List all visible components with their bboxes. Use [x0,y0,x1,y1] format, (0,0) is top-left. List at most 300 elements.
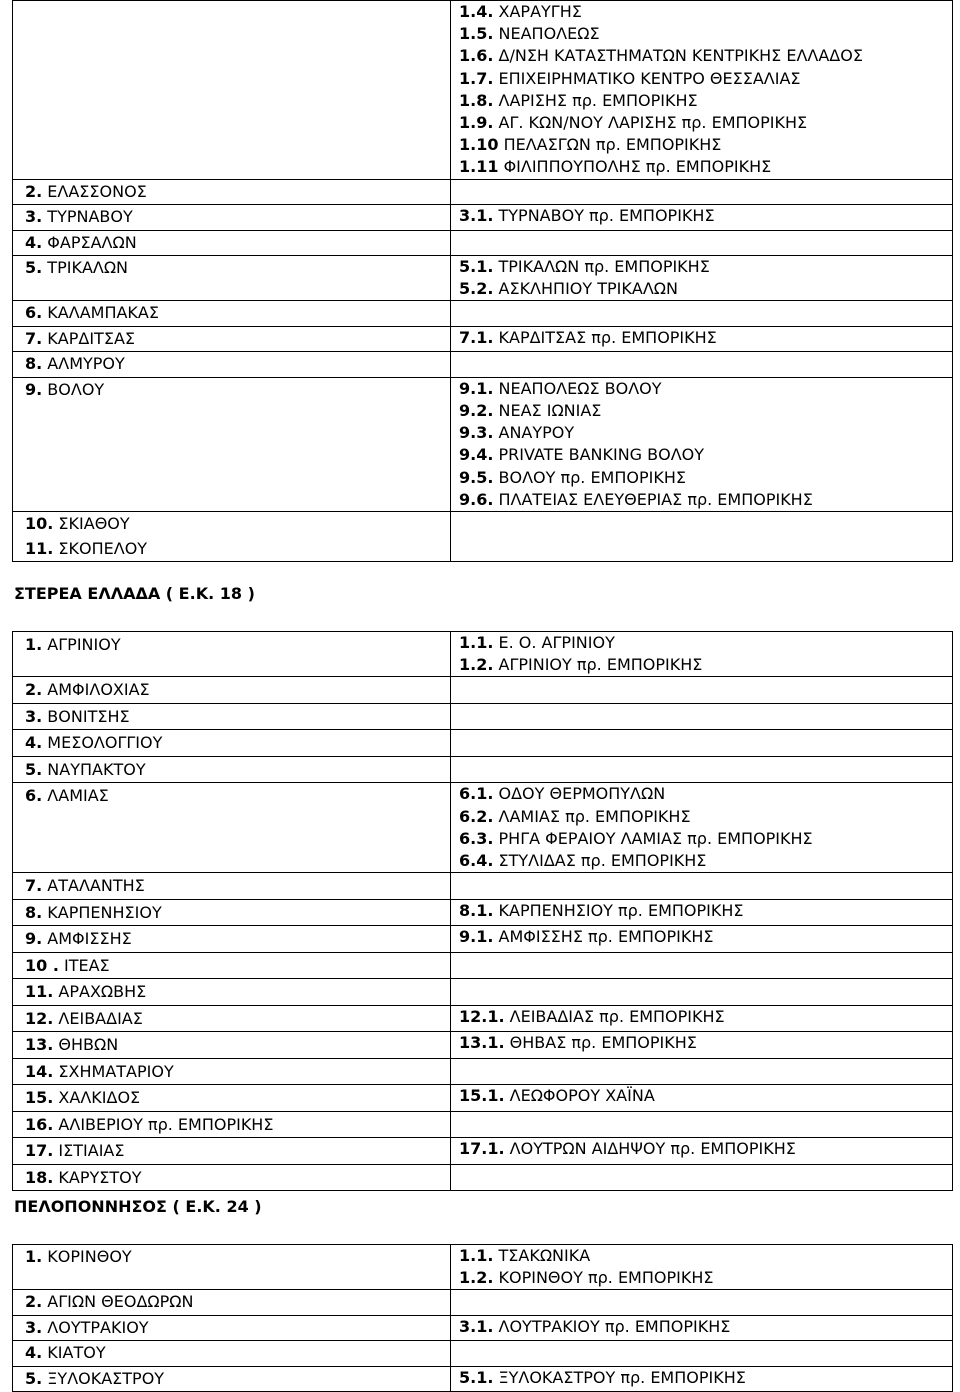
branch-number: 13.1. [459,1033,505,1053]
branch-name: ΚΑΡΥΣΤΟΥ [53,1167,142,1187]
branch-name: ΝΕΑΣ ΙΩΝΙΑΣ [493,401,602,421]
table-row [13,952,953,979]
branch-name: Ε. Ο. ΑΓΡΙΝΙΟΥ [493,633,615,652]
branch-entry [25,512,450,537]
branch-name: ΠΕΛΑΣΓΩΝ πρ. ΕΜΠΟΡΙΚΗΣ [498,135,722,155]
branch-name: ΑΣΚΛΗΠΙΟΥ ΤΡΙΚΑΛΩΝ [493,279,678,299]
branch-cell [451,377,953,511]
area-cell [13,1111,451,1138]
branch-number: 1.4. [459,2,494,21]
branch-name: ΤΡΙΚΑΛΩΝ πρ. ΕΜΠΟΡΙΚΗΣ [493,257,710,276]
branch-entry [459,783,952,805]
branch-cell [451,1058,953,1085]
branch-number: 12. [25,1008,54,1028]
branch-name: ΑΓΡΙΝΙΟΥ πρ. ΕΜΠΟΡΙΚΗΣ [493,655,703,675]
branch-entry [25,1245,450,1270]
branch-name: ΞΥΛΟΚΑΣΤΡΟΥ πρ. ΕΜΠΟΡΙΚΗΣ [493,1367,746,1387]
sterea-heading: ΣΤΕΡΕΑ ΕΛΛΑΔΑ ( Ε.Κ. 18 ) [14,584,255,603]
branch-cell [451,899,953,926]
branch-entry [25,632,450,658]
area-cell [13,1,451,180]
table-row [13,1111,953,1138]
branch-number: 18. [25,1167,54,1187]
branch-name: ΛΟΥΤΡΑΚΙΟΥ [42,1317,149,1337]
area-cell [13,730,451,757]
table-row [13,1164,953,1191]
branch-number: 1.1. [459,633,494,652]
branch-name: ΣΧΗΜΑΤΑΡΙΟΥ [53,1061,174,1081]
branch-name: ΠΛΑΤΕΙΑΣ ΕΛΕΥΘΕΡΙΑΣ πρ. ΕΜΠΟΡΙΚΗΣ [493,489,813,509]
branch-entry [459,112,952,134]
table-row [13,1315,953,1341]
table-row [13,899,953,926]
area-cell [13,632,451,677]
branch-cell [451,1085,953,1112]
branch-number: 9.5. [459,467,494,487]
branch-number: 3.1. [459,1316,494,1336]
branch-number: 1.8. [459,90,494,110]
branch-number: 5. [25,258,43,277]
branch-number: 17.1. [459,1139,505,1159]
branch-name: ΤΥΡΝΑΒΟΥ πρ. ΕΜΠΟΡΙΚΗΣ [493,206,715,225]
branch-cell [451,179,953,205]
branch-number: 6.1. [459,784,494,804]
branch-name: ΣΚΙΑΘΟΥ [53,514,130,533]
thessaly-branch-table [12,0,953,562]
branch-entry [459,632,952,654]
branch-entry [25,352,450,377]
area-cell [13,352,451,378]
table-row [13,230,953,256]
branch-name: ΘΗΒΩΝ [53,1035,119,1055]
branch-entry [459,1267,952,1289]
branch-entry [459,256,952,278]
table-row [13,926,953,953]
table-row [13,377,953,511]
branch-name: ΙΣΤΙΑΙΑΣ [53,1141,125,1161]
branch-number: 9. [25,929,43,949]
branch-entry [25,256,450,281]
branch-number: 15. [25,1088,54,1108]
branch-number: 11. [25,538,54,558]
branch-cell [451,703,953,730]
table-row [13,326,953,352]
branch-name: ΘΗΒΑΣ πρ. ΕΜΠΟΡΙΚΗΣ [504,1033,697,1053]
branch-name: ΑΓΙΩΝ ΘΕΟΔΩΡΩΝ [42,1292,194,1312]
branch-cell [451,1111,953,1138]
branch-name: ΚΟΡΙΝΘΟΥ [42,1247,132,1266]
branch-entry [25,1032,450,1058]
branch-entry [25,1006,450,1032]
branch-name: ΚΟΡΙΝΘΟΥ πρ. ΕΜΠΟΡΙΚΗΣ [493,1268,714,1288]
branch-entry [459,45,952,67]
table-row [13,979,953,1006]
area-cell [13,1290,451,1316]
area-cell [13,326,451,352]
branch-entry [459,278,952,300]
branch-name: ΛΑΡΙΣΗΣ πρ. ΕΜΠΟΡΙΚΗΣ [493,90,698,110]
branch-number: 9.4. [459,445,494,465]
branch-number: 1.10 [459,135,499,155]
branch-number: 1.1. [459,1246,494,1265]
branch-name: PRIVATE BANKING ΒΟΛΟΥ [493,445,705,465]
branch-entry [25,180,450,205]
branch-name: ΚΙΑΤΟΥ [42,1343,106,1363]
table-row [13,730,953,757]
branch-name: ΡΗΓΑ ΦΕΡΑΙΟΥ ΛΑΜΙΑΣ πρ. ΕΜΠΟΡΙΚΗΣ [493,828,813,848]
branch-entry [459,926,952,948]
branch-entry [459,205,952,227]
branch-entry [459,467,952,489]
branch-name: ΑΛΙΒΕΡΙΟΥ πρ. ΕΜΠΟΡΙΚΗΣ [53,1114,274,1134]
area-cell [13,926,451,953]
area-cell [13,256,451,301]
branch-cell [451,1290,953,1316]
branch-name: ΛΟΥΤΡΑΚΙΟΥ πρ. ΕΜΠΟΡΙΚΗΣ [493,1316,731,1336]
branch-entry [459,327,952,349]
branch-number: 10 . [25,955,59,975]
branch-number: 5.2. [459,279,494,299]
branch-entry [459,422,952,444]
branch-name: ΦΙΛΙΠΠΟΥΠΟΛΗΣ πρ. ΕΜΠΟΡΙΚΗΣ [498,157,772,177]
peloponnisos-branch-table [12,1244,953,1392]
branch-entry [459,1,952,23]
branch-name: ΚΑΛΑΜΠΑΚΑΣ [42,303,159,323]
branch-cell [451,1341,953,1367]
branch-number: 6.2. [459,806,494,826]
branch-name: ΑΓ. ΚΩΝ/ΝΟΥ ΛΑΡΙΣΗΣ πρ. ΕΜΠΟΡΙΚΗΣ [493,112,808,132]
branch-name: ΝΕΑΠΟΛΕΩΣ ΒΟΛΟΥ [493,378,662,398]
branch-name: ΞΥΛΟΚΑΣΤΡΟΥ [42,1368,165,1388]
table-row [13,301,953,327]
branch-entry [25,1138,450,1164]
table-row [13,756,953,783]
branch-name: ΑΡΑΧΩΒΗΣ [53,982,147,1002]
branch-number: 9.2. [459,401,494,421]
branch-number: 6.3. [459,828,494,848]
branch-name: ΧΑΡΑΥΓΗΣ [493,2,582,21]
table-row [13,1005,953,1032]
branch-number: 8. [25,354,43,374]
branch-cell [451,730,953,757]
table-row [13,1366,953,1392]
branch-name: ΚΑΡΔΙΤΣΑΣ πρ. ΕΜΠΟΡΙΚΗΣ [493,327,717,347]
branch-name: ΑΝΑΥΡΟΥ [493,423,575,443]
branch-name: ΜΕΣΟΛΟΓΓΙΟΥ [42,733,163,753]
branch-entry [459,900,952,922]
branch-cell [451,230,953,256]
branch-entry [25,1112,450,1138]
branch-entry [459,828,952,850]
branch-entry [459,134,952,156]
branch-entry [25,730,450,756]
branch-entry [25,1367,450,1392]
branch-number: 9.1. [459,927,494,947]
branch-number: 8. [25,902,43,922]
branch-number: 2. [25,1292,43,1312]
branch-number: 1.7. [459,68,494,88]
sterea-branch-table [12,631,953,1191]
branch-number: 3. [25,207,43,226]
area-cell [13,1366,451,1392]
area-cell [13,783,451,873]
branch-entry [459,1367,952,1389]
branch-name: ΑΜΦΙΣΣΗΣ πρ. ΕΜΠΟΡΙΚΗΣ [493,927,714,947]
branch-name: ΛΑΜΙΑΣ πρ. ΕΜΠΟΡΙΚΗΣ [493,806,691,826]
area-cell [13,230,451,256]
branch-number: 1.2. [459,1268,494,1288]
branch-entry [459,444,952,466]
branch-entry [25,757,450,783]
area-cell [13,179,451,205]
area-cell [13,1138,451,1165]
branch-number: 2. [25,680,43,700]
branch-number: 14. [25,1061,54,1081]
branch-number: 5.1. [459,257,494,276]
branch-entry [25,537,450,562]
branch-cell [451,1005,953,1032]
branch-number: 1. [25,635,43,654]
branch-number: 9.6. [459,489,494,509]
table-row [13,677,953,704]
area-cell [13,377,451,511]
peloponnisos-heading: ΠΕΛΟΠΟΝΝΗΣΟΣ ( Ε.Κ. 24 ) [14,1197,262,1216]
branch-entry [459,489,952,511]
area-cell [13,512,451,562]
branch-cell [451,301,953,327]
branch-name: ΕΠΙΧΕΙΡΗΜΑΤΙΚΟ ΚΕΝΤΡΟ ΘΕΣΣΑΛΙΑΣ [493,68,801,88]
branch-entry [25,327,450,352]
branch-cell [451,1032,953,1059]
branch-entry [25,953,450,979]
branch-number: 1.9. [459,112,494,132]
branch-entry [459,654,952,676]
branch-entry [459,850,952,872]
branch-entry [25,1290,450,1315]
table-row [13,873,953,900]
branch-entry [25,926,450,952]
branch-entry [459,806,952,828]
branch-name: ΣΤΥΛΙΔΑΣ πρ. ΕΜΠΟΡΙΚΗΣ [493,850,707,870]
area-cell [13,1245,451,1290]
branch-entry [25,1059,450,1085]
branch-number: 10. [25,514,54,533]
branch-number: 4. [25,232,43,252]
branch-name: ΛΕΙΒΑΔΙΑΣ [53,1008,143,1028]
branch-entry [25,873,450,899]
branch-name: ΤΥΡΝΑΒΟΥ [42,207,133,226]
branch-name: ΒΟΛΟΥ πρ. ΕΜΠΟΡΙΚΗΣ [493,467,686,487]
branch-number: 9.3. [459,423,494,443]
area-cell [13,1058,451,1085]
branch-entry [459,1006,952,1028]
branch-name: ΤΡΙΚΑΛΩΝ [42,258,129,277]
branch-cell [451,926,953,953]
branch-name: ΚΑΡΠΕΝΗΣΙΟΥ πρ. ΕΜΠΟΡΙΚΗΣ [493,900,744,920]
branch-name: ΒΟΛΟΥ [42,379,105,399]
area-cell [13,873,451,900]
branch-name: Δ/ΝΣΗ ΚΑΤΑΣΤΗΜΑΤΩΝ ΚΕΝΤΡΙΚΗΣ ΕΛΛΑΔΟΣ [493,46,863,66]
branch-number: 13. [25,1035,54,1055]
branch-number: 3.1. [459,206,494,225]
branch-number: 5.1. [459,1367,494,1387]
branch-name: ΑΓΡΙΝΙΟΥ [42,635,121,654]
table-row [13,1,953,180]
branch-cell [451,979,953,1006]
table-row [13,256,953,301]
branch-name: ΚΑΡΔΙΤΣΑΣ [42,328,135,348]
area-cell [13,952,451,979]
branch-entry [459,156,952,178]
branch-cell [451,1315,953,1341]
branch-number: 12.1. [459,1006,505,1026]
branch-name: ΚΑΡΠΕΝΗΣΙΟΥ [42,902,162,922]
branch-entry [459,400,952,422]
branch-number: 1.11 [459,157,499,177]
branch-entry [459,1316,952,1338]
branch-entry [459,68,952,90]
branch-entry [25,979,450,1005]
branch-name: ΑΜΦΙΣΣΗΣ [42,929,132,949]
area-cell [13,1005,451,1032]
branch-name: ΛΑΜΙΑΣ [42,786,109,806]
area-cell [13,1164,451,1191]
branch-cell [451,1366,953,1392]
table-row [13,1138,953,1165]
branch-entry [25,378,450,403]
branch-number: 7.1. [459,327,494,347]
table-row [13,1085,953,1112]
branch-cell [451,632,953,677]
branch-number: 9.1. [459,378,494,398]
branch-number: 6. [25,786,43,806]
branch-number: 5. [25,759,43,779]
branch-number: 17. [25,1141,54,1161]
branch-entry [25,900,450,926]
table-row [13,205,953,231]
branch-entry [459,1138,952,1160]
area-cell [13,301,451,327]
branch-number: 3. [25,706,43,726]
branch-name: ΛΟΥΤΡΩΝ ΑΙΔΗΨΟΥ πρ. ΕΜΠΟΡΙΚΗΣ [504,1139,796,1159]
branch-entry [459,23,952,45]
branch-cell [451,677,953,704]
table-row [13,512,953,562]
branch-name: ΝΑΥΠΑΚΤΟΥ [42,759,146,779]
branch-name: ΦΑΡΣΑΛΩΝ [42,232,137,252]
branch-cell [451,205,953,231]
branch-cell [451,1138,953,1165]
branch-number: 1.2. [459,655,494,675]
branch-cell [451,873,953,900]
branch-number: 7. [25,328,43,348]
area-cell [13,1341,451,1367]
branch-name: ΛΕΙΒΑΔΙΑΣ πρ. ΕΜΠΟΡΙΚΗΣ [504,1006,725,1026]
branch-name: ΒΟΝΙΤΣΗΣ [42,706,130,726]
branch-entry [25,677,450,703]
branch-entry [459,378,952,400]
branch-number: 1.5. [459,24,494,44]
branch-entry [459,1032,952,1054]
table-row [13,1058,953,1085]
area-cell [13,899,451,926]
branch-cell [451,352,953,378]
branch-entry [459,1085,952,1107]
branch-name: ΝΕΑΠΟΛΕΩΣ [493,24,600,44]
table-row [13,179,953,205]
table-row [13,1245,953,1290]
area-cell [13,205,451,231]
area-cell [13,1085,451,1112]
branch-name: ΕΛΑΣΣΟΝΟΣ [42,181,147,201]
branch-number: 7. [25,876,43,896]
table-row [13,1032,953,1059]
branch-cell [451,1,953,180]
area-cell [13,703,451,730]
branch-entry [459,90,952,112]
branch-name: ΣΚΟΠΕΛΟΥ [53,538,148,558]
branch-name: ΟΔΟΥ ΘΕΡΜΟΠΥΛΩΝ [493,784,666,804]
branch-number: 8.1. [459,900,494,920]
area-cell [13,677,451,704]
branch-name: ΑΤΑΛΑΝΤΗΣ [42,876,145,896]
branch-cell [451,256,953,301]
table-row [13,1341,953,1367]
branch-number: 9. [25,379,43,399]
branch-entry [25,1165,450,1191]
table-row [13,352,953,378]
branch-entry [25,1341,450,1366]
branch-number: 6. [25,303,43,323]
branch-number: 2. [25,181,43,201]
table-row [13,703,953,730]
branch-entry [25,1085,450,1111]
branch-number: 15.1. [459,1086,505,1106]
branch-number: 3. [25,1317,43,1337]
branch-name: ΑΛΜΥΡΟΥ [42,354,125,374]
branch-cell [451,512,953,562]
branch-name: ΛΕΩΦΟΡΟΥ ΧΑΪΝΑ [504,1086,655,1106]
branch-entry [25,205,450,230]
branch-entry [25,783,450,809]
branch-number: 11. [25,982,54,1002]
table-row [13,1290,953,1316]
branch-entry [25,704,450,730]
branch-number: 6.4. [459,850,494,870]
branch-number: 5. [25,1368,43,1388]
area-cell [13,979,451,1006]
branch-name: ΑΜΦΙΛΟΧΙΑΣ [42,680,150,700]
branch-number: 1.6. [459,46,494,66]
branch-number: 1. [25,1247,43,1266]
branch-cell [451,952,953,979]
branch-number: 16. [25,1114,54,1134]
branch-number: 4. [25,1343,43,1363]
branch-entry [459,1245,952,1267]
branch-cell [451,756,953,783]
area-cell [13,1315,451,1341]
table-row [13,783,953,873]
branch-name: ΤΣΑΚΩΝΙΚΑ [493,1246,591,1265]
area-cell [13,1032,451,1059]
branch-cell [451,783,953,873]
branch-entry [25,231,450,256]
branch-cell [451,1164,953,1191]
branch-entry [25,301,450,326]
branch-entry [25,1316,450,1341]
branch-number: 4. [25,733,43,753]
branch-cell [451,326,953,352]
